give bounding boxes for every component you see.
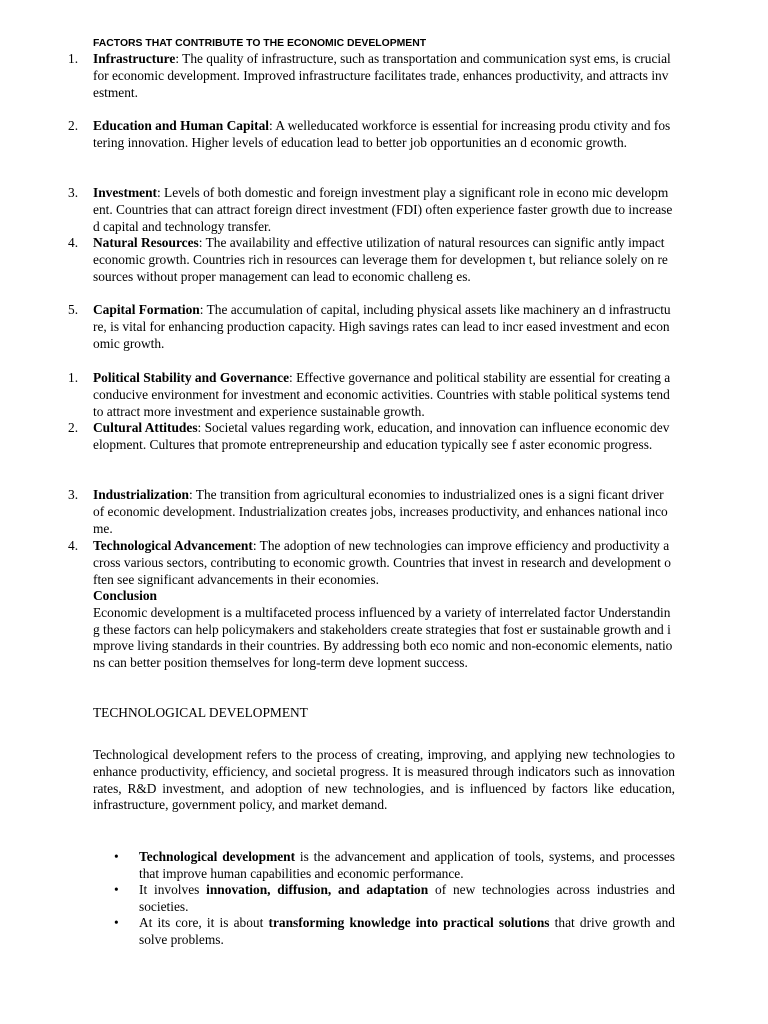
conclusion-section <box>93 588 675 672</box>
list-item-text: : Levels of both domestic and foreign investment play a significant role in econo mic development. Countries that can attract foreign direct investment (FDI) often experience faster growth due to increased capital and technology transfer. <box>93 185 673 234</box>
bullet-item <box>114 882 675 916</box>
list-item <box>68 51 673 101</box>
list-item-text: : Societal values regarding work, education, and innovation can influence economic development. Cultures that promote entrepreneurship and education typically see f aster economic progress. <box>93 420 670 452</box>
list-number: 3. <box>68 487 79 502</box>
list-number: 1. <box>68 51 79 66</box>
bullet-text: At its core, it is about <box>139 915 269 930</box>
bullet-bold-text: Technological development <box>139 849 296 864</box>
list-number: 3. <box>68 185 79 200</box>
list-number: 4. <box>68 235 79 250</box>
list-item <box>68 235 673 285</box>
list-item-term: Capital Formation <box>93 302 200 317</box>
conclusion-heading: Conclusion <box>93 588 157 603</box>
list-number: 2. <box>68 118 79 133</box>
list-item <box>68 302 673 352</box>
list-item-text: : Effective governance and political stability are essential for creating a conducive environment for investment and economic activities. Countries with stable political systems tend to attract more investment and experience sustainable growth. <box>93 370 671 419</box>
bullet-item <box>114 915 676 949</box>
bullet-text: It involves <box>139 882 207 897</box>
bullet-text: is the advancement and application of tools, systems, and processes that improve human capabilities and economic performance. <box>139 849 675 881</box>
list-item-term: Investment <box>93 185 157 200</box>
list-item-text: : The accumulation of capital, including physical assets like machinery an d infrastructure, is vital for enhancing production capacity. High savings rates can lead to incr eased investment and economic growth. <box>93 302 671 351</box>
bullet-text: that drive growth and solve problems. <box>139 915 676 947</box>
list-number: 2. <box>68 420 79 435</box>
bullet-bold-text: innovation, diffusion, and adaptation <box>206 882 429 897</box>
bullet-marker: • <box>114 882 119 897</box>
list-item <box>68 370 673 420</box>
list-item <box>68 185 673 235</box>
list-item-term: Industrialization <box>93 487 189 502</box>
list-item-text: : The availability and effective utilization of natural resources can signific antly impact economic growth. Countries rich in resources can leverage them for developmen t, but reliance solely on resources without proper management can lead to economic challeng es. <box>93 235 668 284</box>
list-item-term: Natural Resources <box>93 235 199 250</box>
list-item-text: : The adoption of new technologies can improve efficiency and productivity across various sectors, contributing to economic growth. Countries that invest in research and development often see significant advancements in their economies. <box>93 538 671 587</box>
section-heading: TECHNOLOGICAL DEVELOPMENT <box>93 705 308 720</box>
list-number: 4. <box>68 538 79 553</box>
list-item-text: : A welleducated workforce is essential for increasing produ ctivity and fostering innovation. Higher levels of education lead to better job opportunities an d economic growth. <box>93 118 671 150</box>
list-item-term: Technological Advancement <box>93 538 253 553</box>
list-item-term: Education and Human Capital <box>93 118 269 133</box>
bullet-bold-text: transforming knowledge into practical solutions <box>268 915 550 930</box>
list-number: 5. <box>68 302 79 317</box>
list-item-term: Infrastructure <box>93 51 176 66</box>
document-title: FACTORS THAT CONTRIBUTE TO THE ECONOMIC DEVELOPMENT <box>93 38 427 49</box>
bullet-text: of new technologies across industries and societies. <box>139 882 675 914</box>
list-item <box>68 420 673 454</box>
list-item <box>68 538 673 588</box>
list-item-text: : The transition from agricultural economies to industrialized ones is a signi ficant driver of economic development. Industrialization creates jobs, increases productivity, and enhances national income. <box>93 487 668 536</box>
conclusion-text: Economic development is a multifaceted process influenced by a variety of interrelated factor Understanding these factors can help policymakers and stakeholders create strategies that fost er sustainable growth and improve living standards in their countries. By addressing both eco nomic and non-economic elements, nations can better position themselves for long-term deve lopment success. <box>93 604 673 671</box>
list-number: 1. <box>68 370 79 385</box>
bullet-marker: • <box>114 915 119 930</box>
list-item-term: Political Stability and Governance <box>93 370 290 385</box>
body-paragraph: Technological development refers to the process of creating, improving, and applying new technologies to enhance productivity, efficiency, and societal progress. It is measured through indicators such as innovation rates, R&D investment, and adoption of new technologies, and is influenced by factors like education, infrastructure, government policy, and market demand. <box>93 747 675 813</box>
list-item <box>68 487 673 537</box>
list-item-text: : The quality of infrastructure, such as transportation and communication syst ems, is crucial for economic development. Improved infrastructure facilitates trade, enhances productivity, and attracts investment. <box>93 51 671 100</box>
bullet-marker: • <box>114 849 119 864</box>
list-item-term: Cultural Attitudes <box>93 420 198 435</box>
bullet-item <box>114 849 675 883</box>
list-item <box>68 118 673 152</box>
